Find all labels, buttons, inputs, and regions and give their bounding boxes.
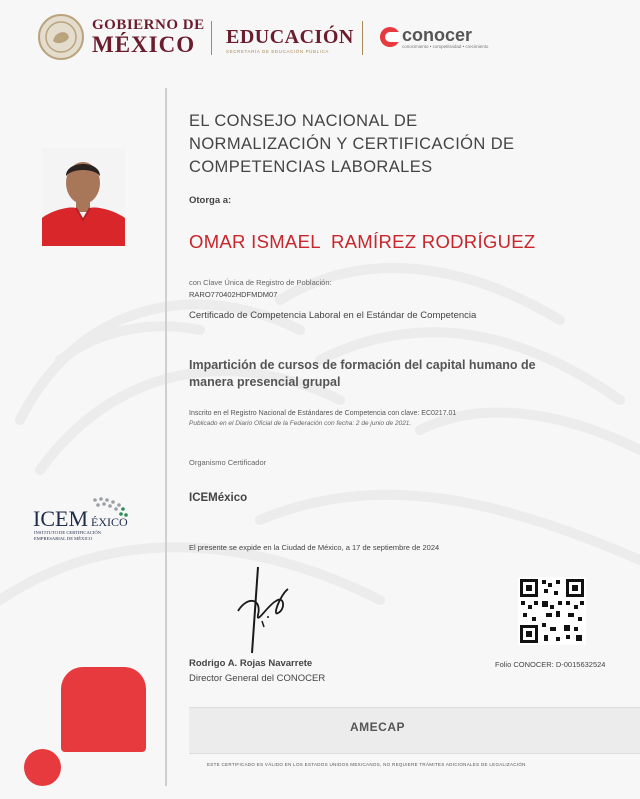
signer-name: Rodrigo A. Rojas Navarrete [189, 658, 313, 669]
header [0, 0, 640, 76]
gobierno-line1: GOBIERNO DE [92, 17, 205, 33]
curp-label: con Clave Única de Registro de Población: [189, 278, 332, 287]
conocer-tagline: conocimiento • competitividad • crecimiento [402, 44, 489, 49]
coat-of-arms-icon [37, 13, 85, 61]
header-divider [362, 21, 363, 55]
organism-label: Organismo Certificador [189, 458, 267, 467]
decorative-red-circle [24, 749, 61, 786]
publication-line: Publicado en el Diario Oficial de la Federación con fecha: 2 de junio de 2021. [189, 420, 412, 427]
footer-note: ESTE CERTIFICADO ES VÁLIDO EN LOS ESTADOS UNIDOS MEXICANOS, NO REQUIERE TRÁMITES ADICIONALES DE LEGALIZACIÓN [207, 762, 526, 767]
certificate-description: Certificado de Competencia Laboral en el Estándar de Competencia [189, 310, 477, 321]
signature-icon [228, 565, 298, 657]
icem-sub1-text: INSTITUTO DE CERTIFICACIÓN [34, 530, 102, 535]
certificate-title: EL CONSEJO NACIONAL DE NORMALIZACIÓN Y CERTIFICACIÓN DE COMPETENCIAS LABORALES [189, 112, 515, 176]
recipient-photo [42, 148, 125, 246]
conocer-name: conocer [402, 25, 473, 45]
icem-logo [33, 494, 133, 544]
educacion-subtitle: SECRETARÍA DE EDUCACIÓN PÚBLICA [226, 49, 330, 54]
icem-main-text: ICEM [33, 506, 88, 531]
folio-number: Folio CONOCER: D-0015632524 [495, 660, 606, 669]
otorga-label: Otorga a: [189, 195, 232, 206]
signer-role: Director General del CONOCER [189, 673, 326, 684]
vertical-divider [165, 88, 167, 786]
icem-mexico-text: ÉXICO [91, 515, 128, 529]
qr-code-icon [518, 577, 586, 645]
organism-name: ICEMéxico [189, 492, 248, 504]
curp-value: RARO770402HDFMDM07 [189, 290, 278, 299]
conocer-logo-icon [379, 26, 401, 48]
gobierno-line2: MÉXICO [92, 32, 196, 57]
header-divider [211, 21, 212, 55]
recipient-name: OMAR ISMAEL RAMÍREZ RODRÍGUEZ [189, 231, 536, 252]
amecap-logo: AMECAP [350, 720, 406, 734]
decorative-red-square [61, 667, 146, 752]
educacion-title: EDUCACIÓN [226, 26, 354, 48]
competency-standard: Impartición de cursos de formación del capital humano de manera presencial grupal [189, 358, 536, 389]
registry-line: Inscrito en el Registro Nacional de Estándares de Competencia con clave: EC0217.01 [189, 410, 457, 417]
icem-sub2-text: EMPRESARIAL DE MÉXICO [34, 536, 93, 541]
issued-line: El presente se expide en la Ciudad de México, a 17 de septiembre de 2024 [189, 543, 440, 552]
amecap-band [189, 707, 640, 754]
